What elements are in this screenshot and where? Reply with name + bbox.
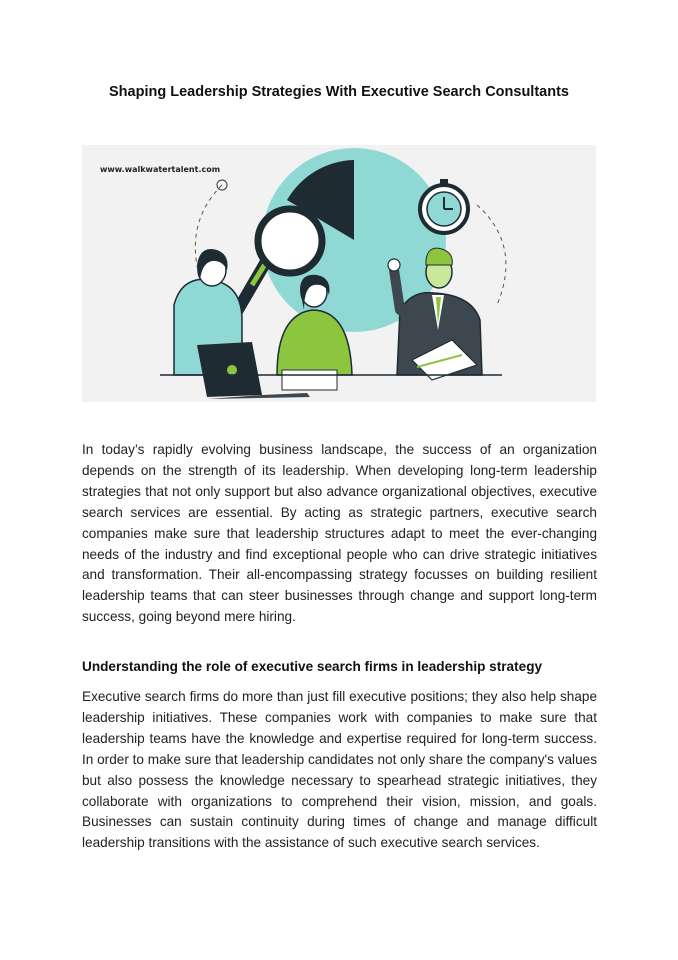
watermark-text: www.walkwatertalent.com <box>100 165 221 174</box>
illustration <box>82 145 596 402</box>
dashed-orbit-right <box>477 205 506 305</box>
paragraph-intro: In today’s rapidly evolving business landscape, the success of an organization depends on the strength of its leadership. When developing long-term leadership strategies that not only support but also advance organizational objectives, executive search services are essential. By acting as strategic partners, executive search companies make sure that leadership structures adapt to meet the ever-changing needs of the industry and find exceptional people who can drive strategic initiatives and transformation. Their all-encompassing strategy focusses on building resilient leadership teams that can steer businesses through change and support long-term success, going beyond mere hiring. <box>82 442 597 625</box>
section-heading: Understanding the role of executive search firms in leadership strategy <box>82 659 543 674</box>
illustration-svg <box>82 145 596 402</box>
document-title: Shaping Leadership Strategies With Executive Search Consultants <box>109 84 569 100</box>
paragraph-role: Executive search firms do more than just fill executive positions; they also help shape leadership initiatives. These companies work with companies to make sure that leadership teams have the knowledge and expertise required for long-term success. In order to make sure that leadership candidates not only share the company's values but also possess the knowledge necessary to spearhead strategic initiatives, they collaborate with organizations to comprehend their vision, mission, and goals. Businesses can sustain continuity during times of change and manage difficult leadership transitions with the assistance of such executive search services. <box>82 689 597 851</box>
